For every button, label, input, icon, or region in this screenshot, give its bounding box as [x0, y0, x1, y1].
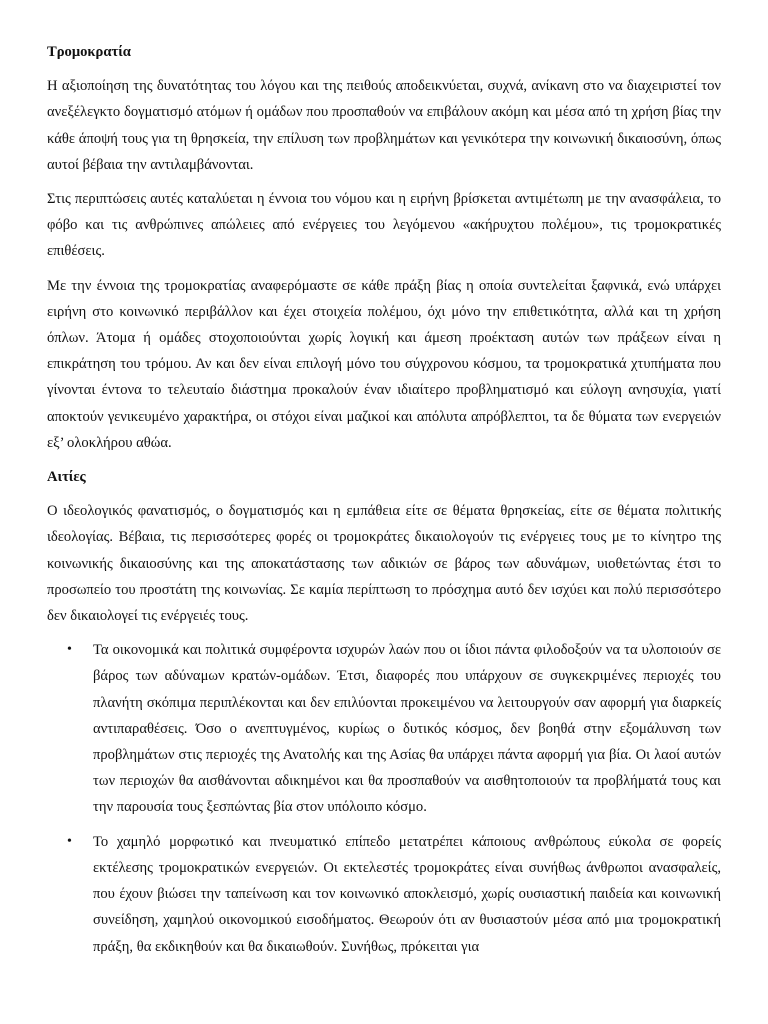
- heading-causes: Αιτίες: [47, 469, 86, 486]
- heading-terrorism: Τρομοκρατία: [47, 44, 131, 60]
- list-item-text: Τα οικονομικά και πολιτικά συμφέροντα ισχυρών λαών που οι ίδιοι πάντα φιλοδοξούν να τα υλοποιούν σε βάρος των αδύναμων κρατών-ομάδων. Έτσι, διαφορές που υπάρχουν σε συγκεκριμένες περιοχές του πλανήτη σκόπιμα περιπλέκονται και δεν επιλύονται προκειμένου να λειτουργούν σαν αφορμή για διαρκείς αντιπαραθέσεις. Όσο ο ανεπτυγμένος, κυρίως ο δυτικός κόσμος, δεν βοηθά στην εξομάλυνση των προβλημάτων στις περιοχές της Ανατολής και της Ασίας θα υπάρχει πάντα αφορμή για βία. Οι λαοί αυτών των περιοχών θα αισθάνονται αδικημένοι και θα προσπαθούν να αισθητοποιούν τα προβλήματά τους και την παρουσία τους ξεσπώντας βία στον υπόλοιπο κόσμο.: [93, 642, 721, 816]
- list-item: [47, 637, 721, 820]
- paragraph: Ο ιδεολογικός φανατισμός, ο δογματισμός και η εμπάθεια είτε σε θέματα θρησκείας, είτε σε θέματα πολιτικής ιδεολογίας. Βέβαια, τις περισσότερες φορές οι τρομοκράτες δικαιολογούν τις ενέργειες τους με το κίνητρο της κοινωνικής δικαιοσύνης και της αποκατάστασης των αδικιών σε βάρος των αδυνάμων, υιοθετώντας έτσι το προσωπείο του προστάτη της κοινωνίας. Σε καμία περίπτωση το πρόσχημα αυτό δεν ισχύει και πολύ περισσότερο δεν δικαιολογεί τις ενέργειές τους.: [47, 503, 721, 625]
- paragraph: Με την έννοια της τρομοκρατίας αναφερόμαστε σε κάθε πράξη βίας η οποία συντελείται ξαφνικά, ενώ υπάρχει ειρήνη στο κοινωνικό περιβάλλον και έχει στοιχεία πολέμου, όχι μόνο την επιθετικότητα, αλλά και τη χρήση όπλων. Άτομα ή ομάδες στοχοποιούνται χωρίς λογική και άμεση προέκταση αυτών των πράξεων είναι η επικράτηση του τρόμου. Αν και δεν είναι επιλογή μόνο του σύγχρονου κόσμου, τα τρομοκρατικά χτυπήματα που γίνονται έντονα το τελευταίο διάστημα προκαλούν έναν ιδιαίτερο προβληματισμό και εύλογη ανησυχία, γιατί αποκτούν γενικευμένο χαρακτήρα, οι στόχοι είναι μαζικοί και απόλυτα απρόβλεπτοι, τα δε θύματα των ενεργειών εξ’ ολοκλήρου αθώα.: [47, 277, 721, 451]
- paragraph: Η αξιοποίηση της δυνατότητας του λόγου και της πειθούς αποδεικνύεται, συχνά, ανίκανη στο να διαχειριστεί τον ανεξέλεγκτο δογματισμό ατόμων ή ομάδων που προσπαθούν να επιβάλουν ακόμη και μέσα από τη χρήση βίας την κάθε άποψή τους για τη θρησκεία, την επίλυση των προβλημάτων και γενικότερα την κοινωνική δικαιοσύνη, όπως αυτοί βέβαια την αντιλαμβάνονται.: [47, 78, 721, 173]
- list-item-text: Το χαμηλό μορφωτικό και πνευματικό επίπεδο μετατρέπει κάποιους ανθρώπους εύκολα σε φορείς εκτέλεσης τρομοκρατικών ενεργειών. Οι εκτελεστές τρομοκράτες είναι συνήθως άνθρωποι ανασφαλείς, που έχουν βιώσει την ταπείνωση και τον κοινωνικό αποκλεισμό, χωρίς ουσιαστική παιδεία και κοινωνική συνείδηση, χαμηλού οικονομικού εισοδήματος. Θεωρούν ότι αν θυσιαστούν μέσα από μια τρομοκρατική πράξη, θα εκδικηθούν και θα δικαιωθούν. Συνήθως, πρόκειται για: [93, 833, 721, 955]
- list-item: [47, 829, 721, 960]
- document-page: [47, 39, 721, 968]
- bullet-icon: •: [67, 833, 72, 849]
- paragraph: Στις περιπτώσεις αυτές καταλύεται η έννοια του νόμου και η ειρήνη βρίσκεται αντιμέτωπη με την ανασφάλεια, το φόβο και τις ανθρώπινες απώλειες από ενέργειες του λεγόμενου «ακήρυχτου πολέμου», τις τρομοκρατικές επιθέσεις.: [47, 191, 721, 260]
- bullet-list: [47, 637, 721, 959]
- bullet-icon: •: [67, 642, 72, 658]
